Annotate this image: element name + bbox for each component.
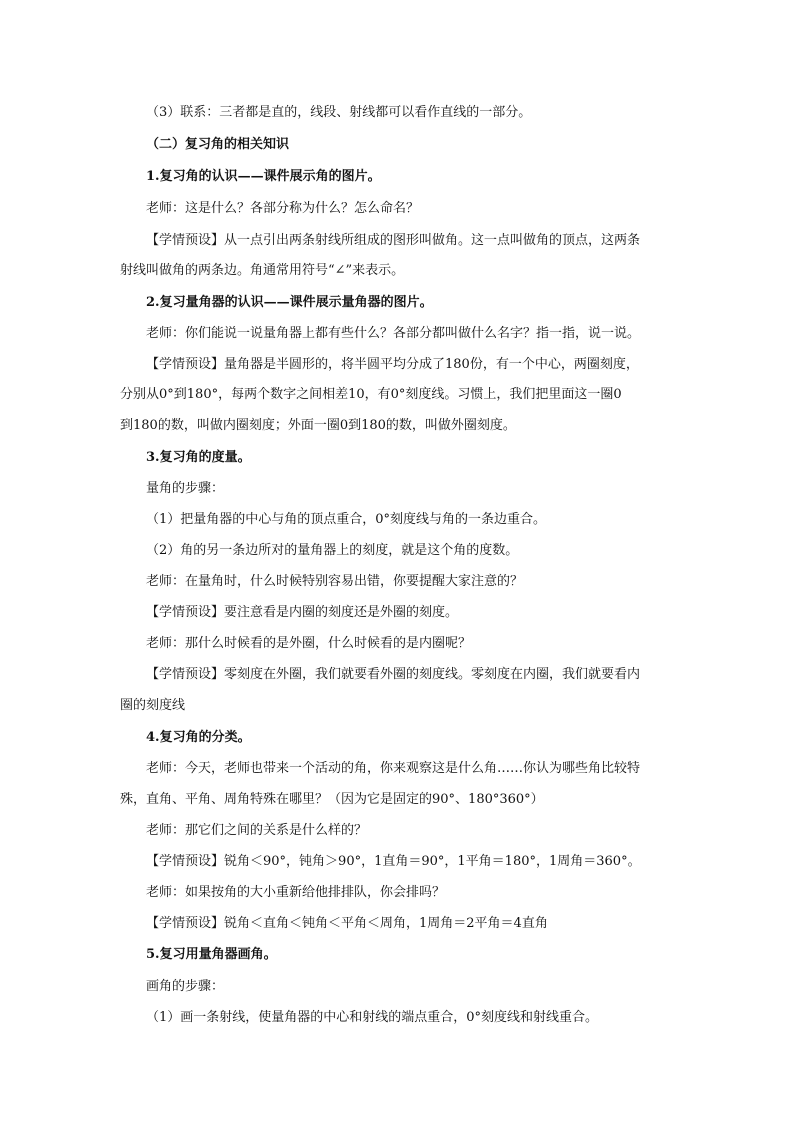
teacher-question-7: 老师：如果按角的大小重新给他排排队，你会排吗？ <box>146 885 446 900</box>
measuring-steps-label: 量角的步骤： <box>146 481 225 496</box>
teacher-question-2: 老师：你们能说一说量角器上都有些什么？各部分都叫做什么名字？指一指，说一说。 <box>146 326 641 341</box>
preset-answer-4-line1: 【学情预设】零刻度在外圈，我们就要看外圈的刻度线。零刻度在内圈，我们就要看内 <box>146 667 641 682</box>
preset-answer-4-line2: 圈的刻度线 <box>120 698 186 713</box>
teacher-question-4: 老师：那什么时候看的是外圈，什么时候看的是内圈呢？ <box>146 636 472 651</box>
preset-answer-2-line1: 【学情预设】量角器是半圆形的，将半圆平均分成了180份，有一个中心，两圈刻度， <box>146 357 639 372</box>
drawing-step-1: （1）画一条射线，使量角器的中心和射线的端点重合，0°刻度线和射线重合。 <box>146 1010 599 1025</box>
drawing-steps-label: 画角的步骤： <box>146 979 225 994</box>
measuring-step-1: （1）把量角器的中心与角的顶点重合，0°刻度线与角的一条边重合。 <box>146 512 547 527</box>
teacher-question-3: 老师：在量角时，什么时候特别容易出错，你要提醒大家注意的？ <box>146 574 524 589</box>
heading-angle-measurement: 3.复习角的度量。 <box>146 450 251 465</box>
teacher-question-6: 老师：那它们之间的关系是什么样的？ <box>146 823 368 838</box>
preset-answer-1-line1: 【学情预设】从一点引出两条射线所组成的图形叫做角。这一点叫做角的顶点，这两条 <box>146 233 641 248</box>
preset-answer-2-line3: 到180的数，叫做内圈刻度；外面一圈0到180的数，叫做外圈刻度。 <box>120 418 516 433</box>
heading-drawing-angle: 5.复习用量角器画角。 <box>146 947 277 962</box>
preset-answer-1-line2: 射线叫做角的两条边。角通常用符号“∠”来表示。 <box>120 263 405 278</box>
preset-answer-6: 【学情预设】锐角＜90°，钝角＞90°，1直角＝90°，1平角＝180°，1周角＝360°。 <box>146 854 641 869</box>
section-heading-angle-review: （二）复习角的相关知识 <box>146 137 290 152</box>
teacher-question-1: 老师：这是什么？各部分称为什么？怎么命名？ <box>146 201 420 216</box>
preset-answer-2-line2: 分别从0°到180°，每两个数字之间相差10，有0°刻度线。习惯上，我们把里面这一圈0 <box>120 387 622 402</box>
teacher-question-5-line1: 老师：今天，老师也带来一个活动的角，你来观察这是什么角……你认为哪些角比较特 <box>146 761 641 776</box>
preset-answer-7: 【学情预设】锐角＜直角＜钝角＜平角＜周角，1周角＝2平角＝4直角 <box>146 916 548 931</box>
heading-protractor-recognition: 2.复习量角器的认识——课件展示量角器的图片。 <box>146 295 433 310</box>
measuring-step-2: （2）角的另一条边所对的量角器上的刻度，就是这个角的度数。 <box>146 543 519 558</box>
heading-angle-recognition: 1.复习角的认识——课件展示角的图片。 <box>146 169 381 184</box>
teacher-question-5-line2: 殊，直角、平角、周角特殊在哪里？（因为它是固定的90°、180°360°） <box>120 792 544 807</box>
preset-answer-3: 【学情预设】要注意看是内圈的刻度还是外圈的刻度。 <box>146 605 459 620</box>
paragraph-relation: （3）联系：三者都是直的，线段、射线都可以看作直线的一部分。 <box>146 105 532 120</box>
heading-angle-classification: 4.复习角的分类。 <box>146 730 251 745</box>
